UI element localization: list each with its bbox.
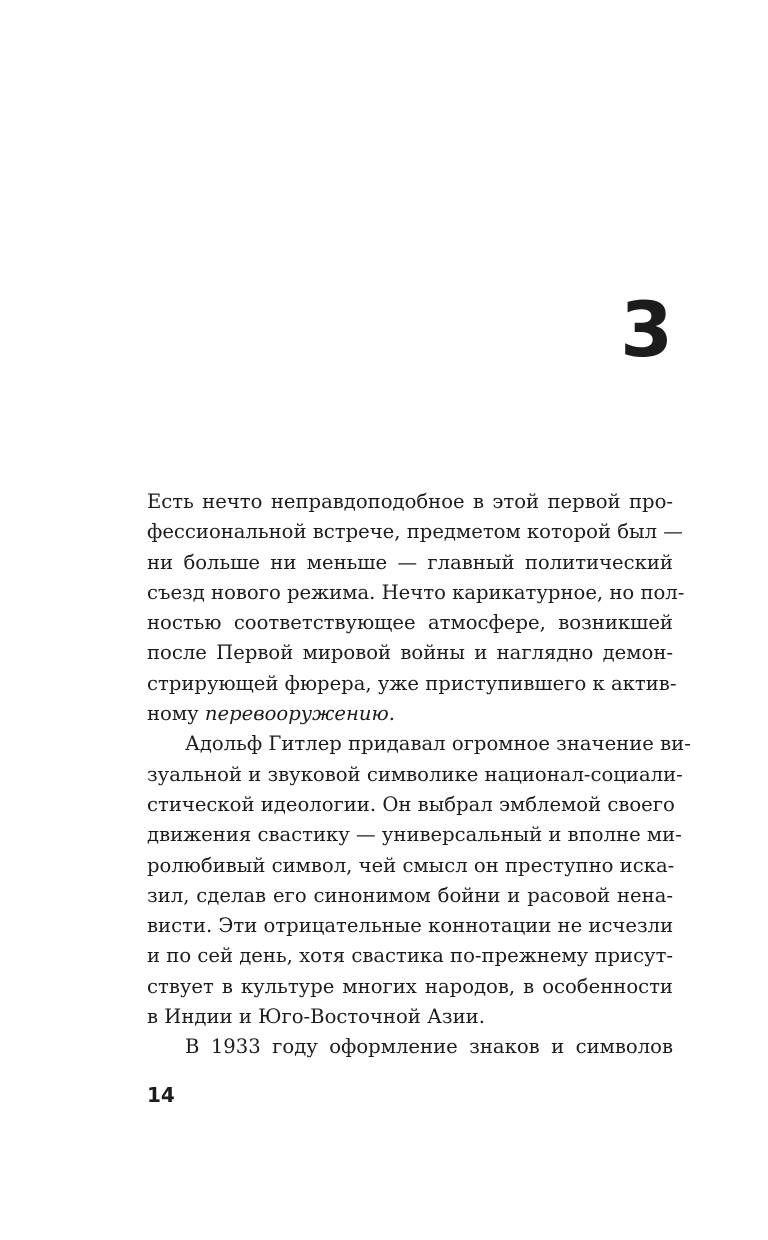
text-line: и по сей день, хотя свастика по-прежнему присут-: [147, 944, 674, 968]
text-line: стической идеологии. Он выбрал эмблемой своего: [147, 792, 675, 816]
text-line: [147, 699, 673, 729]
text-line: ролюбивый символ, чей смысл он преступно иска-: [147, 853, 675, 877]
text-line: Есть нечто неправдоподобное в этой первой про-: [147, 490, 673, 513]
text-fragment: ному: [147, 702, 205, 726]
text-line: стрирующей фюрера, уже приступившего к актив-: [147, 671, 677, 695]
text-line: движения свастику — универсальный и вполне ми-: [147, 823, 682, 847]
text-line: Адольф Гитлер придавал огромное значение ви-: [185, 732, 691, 756]
text-line: ностью соответствующее атмосфере, возникшей: [147, 611, 673, 635]
text-line: зил, сделав его синонимом бойни и расовой нена-: [147, 883, 673, 907]
text-line: В 1933 году оформление знаков и символов: [185, 1035, 673, 1059]
page-number: 14: [147, 1083, 175, 1107]
body-text: [147, 487, 691, 1063]
text-line: после Первой мировой войны и наглядно демон-: [147, 641, 673, 665]
italic-term: перевооружению: [204, 702, 389, 726]
text-line: зуальной и звуковой символике национал-социали-: [147, 762, 683, 786]
text-line: фессиональной встрече, предметом которой был —: [147, 520, 683, 544]
chapter-number: 3: [620, 285, 673, 374]
text-line: в Индии и Юго-Восточной Азии.: [147, 1005, 485, 1029]
text-line: висти. Эти отрицательные коннотации не исчезли: [147, 914, 674, 938]
text-line: ствует в культуре многих народов, в особенности: [147, 974, 673, 998]
text-line: съезд нового режима. Нечто карикатурное, но пол-: [147, 580, 685, 604]
text-line: ни больше ни меньше — главный политический: [147, 550, 673, 574]
text-fragment: .: [388, 702, 395, 726]
